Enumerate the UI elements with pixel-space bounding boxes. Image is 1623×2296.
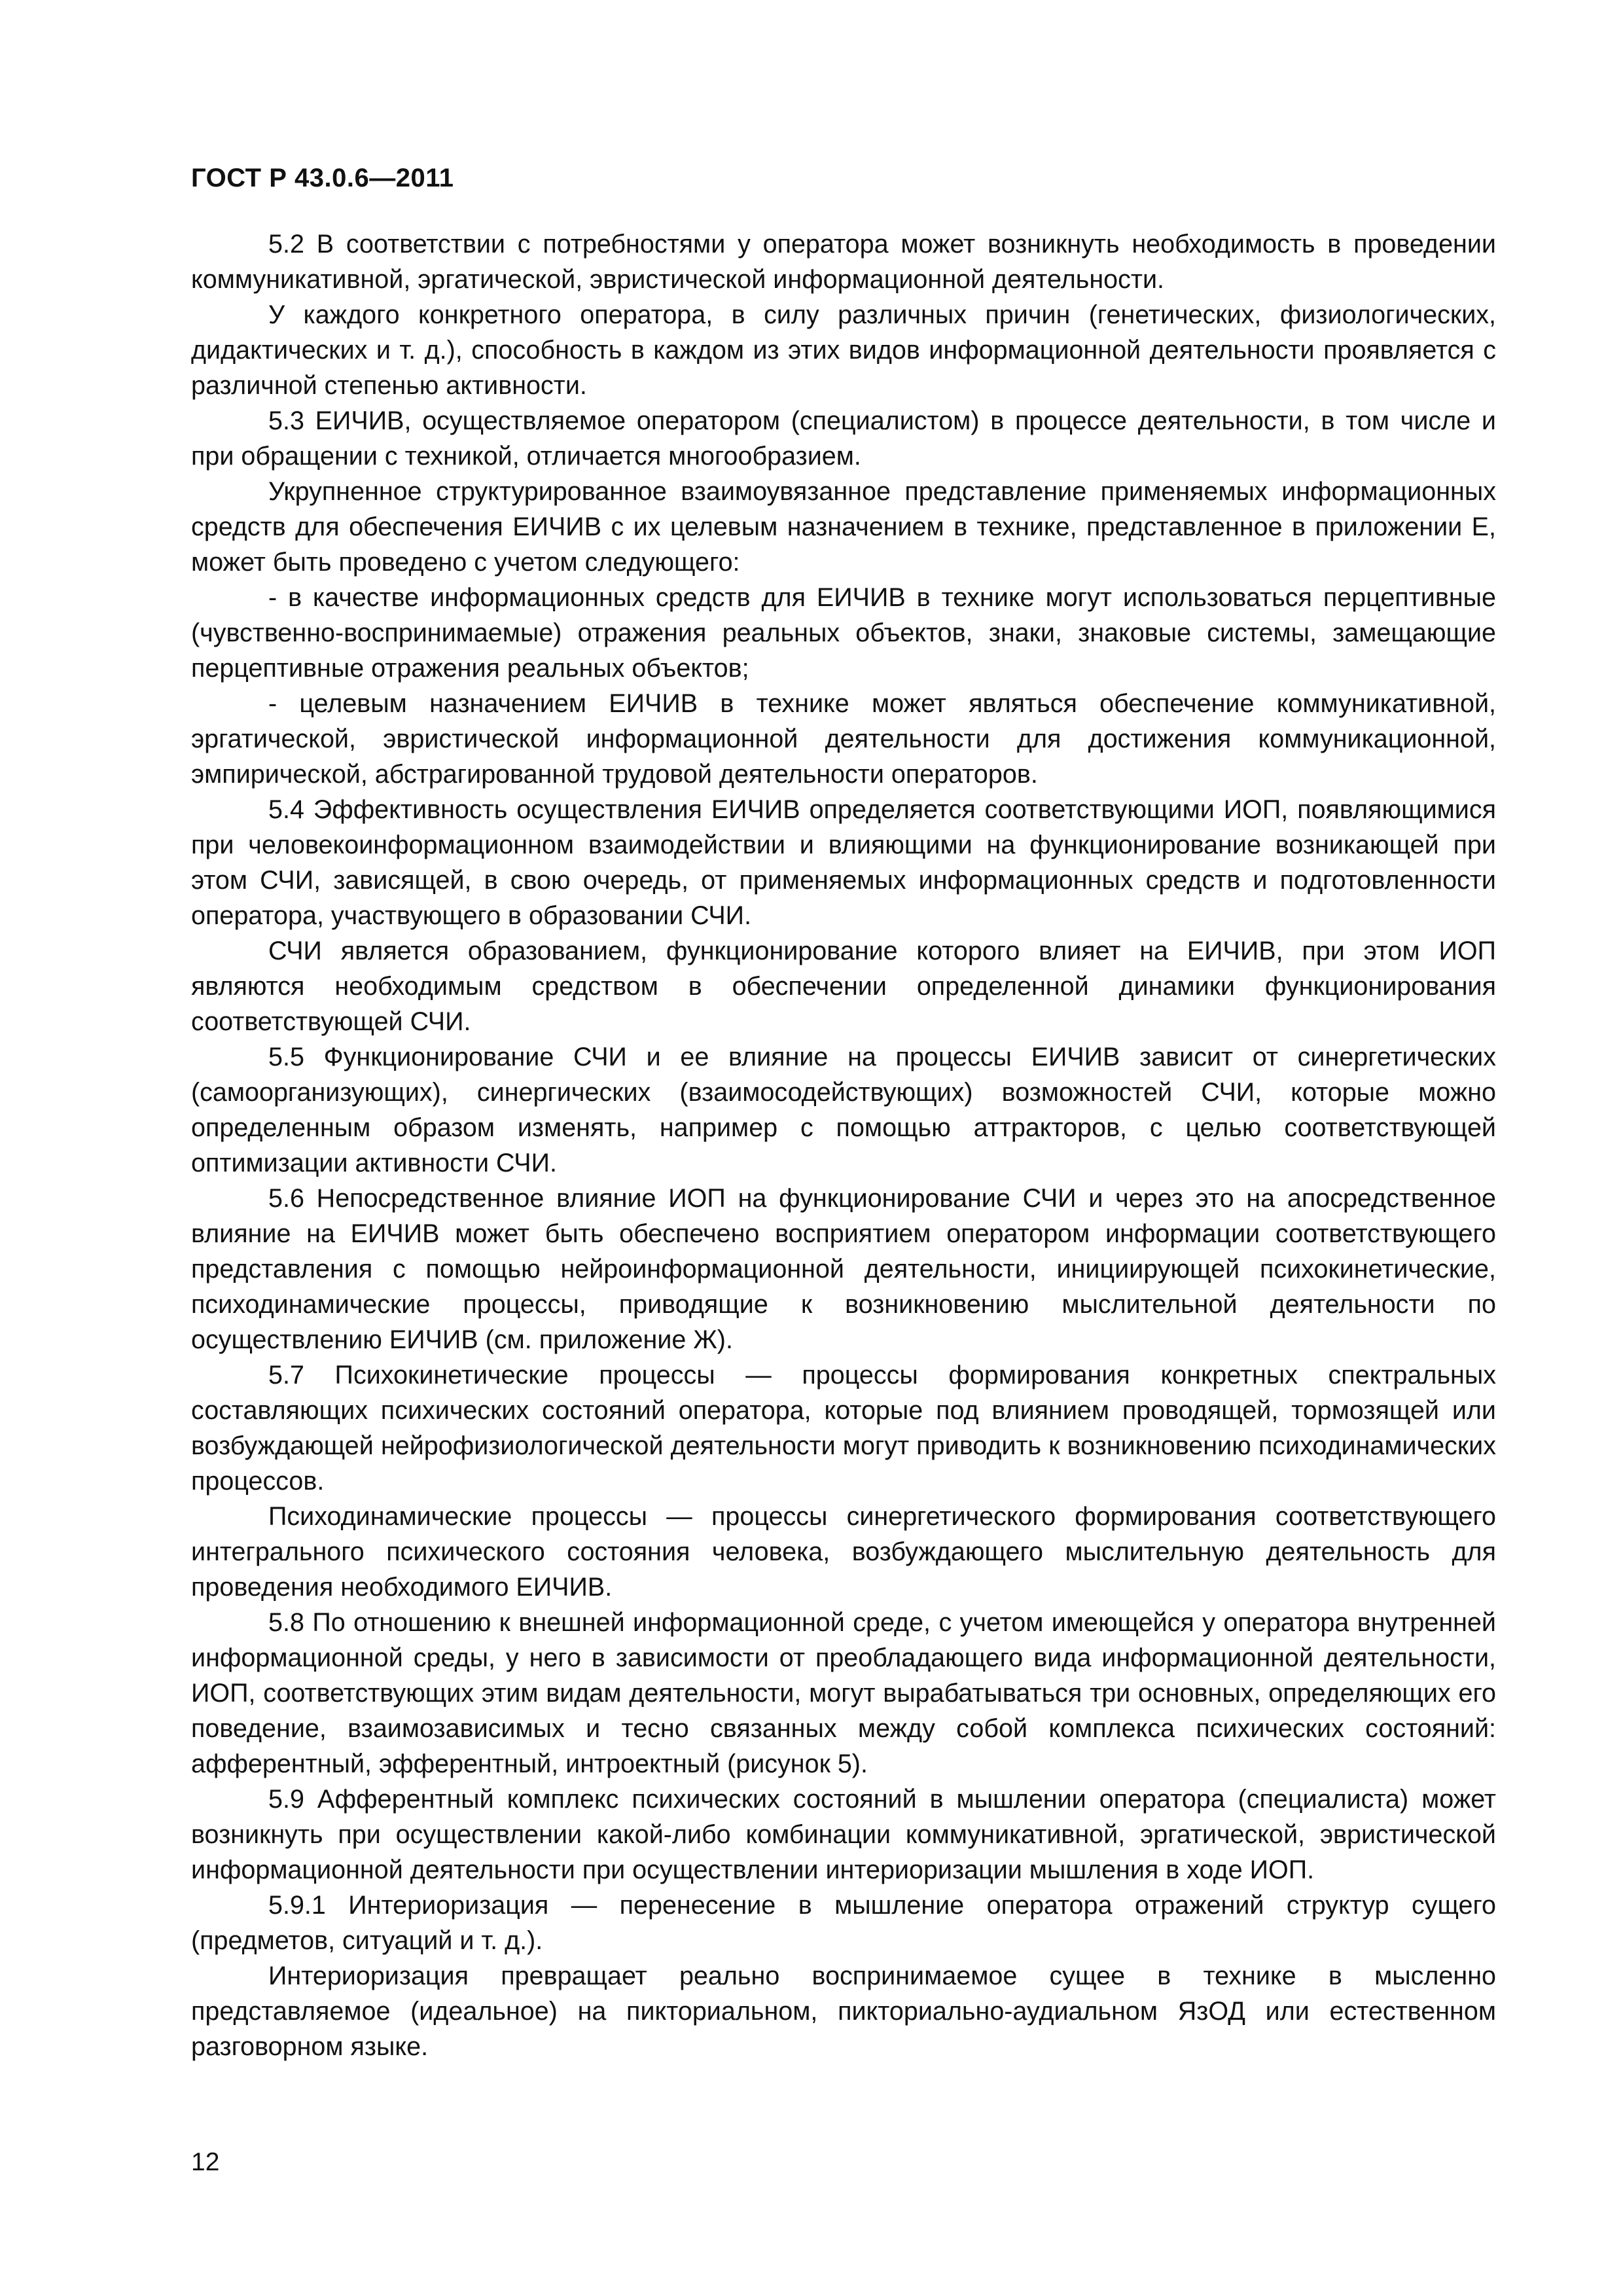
paragraph: У каждого конкретного оператора, в силу различных причин (генетических, физиологических, дидактических и т. д.), способность в каждом из этих видов информационной деятельности проявляется с различной степенью активности. [191,300,1496,400]
paragraph-5-9: 5.9 Афферентный комплекс психических состояний в мышлении оператора (специалиста) может возникнуть при осуществлении какой-либо комбинации коммуникативной, эргатической, эвристической информационной деятельности при осуществлении интериоризации мышления в ходе ИОП. [191,1785,1496,1884]
paragraph-5-8: 5.8 По отношению к внешней информационной среде, с учетом имеющейся у оператора внутренней информационной среды, у него в зависимости от преобладающего вида информационной деятельности, ИОП, соответствующих этим видам деятельности, могут вырабатываться три основных, определяющих его поведение, взаимозависимых и тесно связанных между собой комплекса психических состояний: афферентный, эфферентный, интроектный (рисунок 5). [191,1608,1496,1778]
paragraph-5-3: 5.3 ЕИЧИВ, осуществляемое оператором (специалистом) в процессе деятельности, в том числе и при обращении с техникой, отличается многообразием. [191,406,1496,471]
document-body [191,226,1496,2064]
paragraph-5-9-1: 5.9.1 Интериоризация — перенесение в мышление оператора отражений структур сущего (предметов, ситуаций и т. д.). [191,1891,1496,1955]
paragraph-5-2: 5.2 В соответствии с потребностями у оператора может возникнуть необходимость в проведении коммуникативной, эргатической, эвристической информационной деятельности. [191,230,1496,294]
paragraph-5-4: 5.4 Эффективность осуществления ЕИЧИВ определяется соответствующими ИОП, появляющимися при человекоинформационном взаимодействии и влияющими на функционирование возникающей при этом СЧИ, зависящей, в свою очередь, от применяемых информационных средств и подготовленности оператора, участвующего в образовании СЧИ. [191,795,1496,930]
list-item: - целевым назначением ЕИЧИВ в технике может являться обеспечение коммуникативной, эргатической, эвристической информационной деятельности для достижения коммуникационной, эмпирической, абстрагированной трудовой деятельности операторов. [191,689,1496,789]
paragraph: СЧИ является образованием, функционирование которого влияет на ЕИЧИВ, при этом ИОП являются необходимым средством в обеспечении определенной динамики функционирования соответствующей СЧИ. [191,937,1496,1036]
page-number: 12 [191,2148,220,2176]
paragraph-5-7: 5.7 Психокинетические процессы — процессы формирования конкретных спектральных составляющих психических состояний оператора, которые под влиянием проводящей, тормозящей или возбуждающей нейрофизиологической деятельности могут приводить к возникновению психодинамических процессов. [191,1361,1496,1496]
list-item: - в качестве информационных средств для ЕИЧИВ в технике могут использоваться перцептивные (чувственно-воспринимаемые) отражения реальных объектов, знаки, знаковые системы, замещающие перцептивные отражения реальных объектов; [191,583,1496,683]
paragraph: Психодинамические процессы — процессы синергетического формирования соответствующего интегрального психического состояния человека, возбуждающего мыслительную деятельность для проведения необходимого ЕИЧИВ. [191,1502,1496,1602]
document-header-title: ГОСТ Р 43.0.6—2011 [191,164,454,192]
paragraph-5-6: 5.6 Непосредственное влияние ИОП на функционирование СЧИ и через это на апосредственное влияние на ЕИЧИВ может быть обеспечено восприятием оператором информации соответствующего представления с помощью нейроинформационной деятельности, инициирующей психокинетические, психодинамические процессы, приводящие к возникновению мыслительной деятельности по осуществлению ЕИЧИВ (см. приложение Ж). [191,1184,1496,1354]
paragraph: Укрупненное структурированное взаимоувязанное представление применяемых информационных средств для обеспечения ЕИЧИВ с их целевым назначением в технике, представленное в приложении Е, может быть проведено с учетом следующего: [191,477,1496,577]
paragraph: Интериоризация превращает реально воспринимаемое сущее в технике в мысленно представляемое (идеальное) на пикториальном, пикториально-аудиальном ЯзОД или естественном разговорном языке. [191,1962,1496,2061]
paragraph-5-5: 5.5 Функционирование СЧИ и ее влияние на процессы ЕИЧИВ зависит от синергетических (самоорганизующих), синергических (взаимосодействующих) возможностей СЧИ, которые можно определенным образом изменять, например с помощью аттракторов, с целью соответствующей оптимизации активности СЧИ. [191,1043,1496,1177]
